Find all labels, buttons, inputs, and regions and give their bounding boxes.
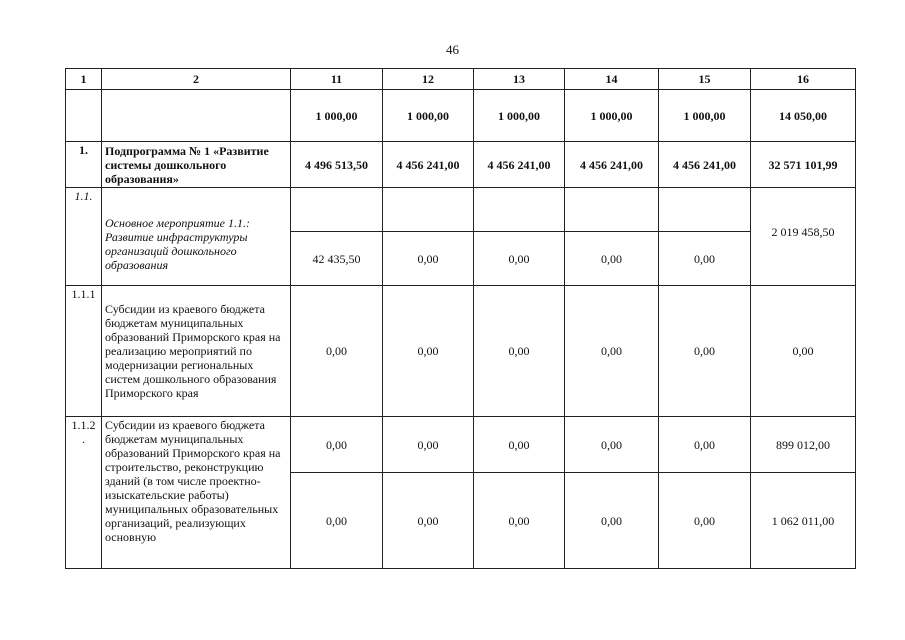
table-cell: 0,00 [291,286,383,417]
table-cell: 0,00 [383,286,474,417]
table-row [66,90,856,142]
table-cell: 4 456 241,00 [383,142,474,188]
col-header: 11 [291,69,383,90]
col-header: 13 [474,69,565,90]
table-cell: 0,00 [565,286,659,417]
table-cell: 0,00 [291,417,383,473]
col-header: 15 [659,69,751,90]
table-cell: 1 000,00 [383,90,474,142]
row-title: Субсидии из краевого бюджета бюджетам муниципальных образований Приморского края на реализацию мероприятий по модернизации региональных систем дошкольного образования Приморского края [102,286,291,417]
col-header: 16 [751,69,856,90]
table-cell: 1 000,00 [291,90,383,142]
row-title: Подпрограмма № 1 «Развитие системы дошкольного образования» [102,142,291,188]
table-cell: 4 456 241,00 [659,142,751,188]
table-row-subprogram [66,142,856,188]
table-cell: 4 456 241,00 [565,142,659,188]
col-header: 1 [66,69,102,90]
table-cell: 2 019 458,50 [751,188,856,286]
col-header: 12 [383,69,474,90]
table-cell: 4 496 513,50 [291,142,383,188]
row-index: 1.1. [66,188,102,286]
table-row-1-1 [66,188,856,232]
table-cell: 0,00 [474,232,565,286]
table-cell: 14 050,00 [751,90,856,142]
table-cell: 0,00 [659,232,751,286]
table-cell: 0,00 [474,286,565,417]
table-cell: 1 062 011,00 [751,473,856,569]
table-row-1-1-1 [66,286,856,417]
table-cell: 0,00 [474,473,565,569]
table-cell: 4 456 241,00 [474,142,565,188]
table-cell: 0,00 [474,417,565,473]
page-number: 46 [446,42,459,57]
table-cell: 0,00 [291,473,383,569]
table-cell: 0,00 [751,286,856,417]
table-cell: 0,00 [383,473,474,569]
table-cell: 0,00 [659,473,751,569]
table-cell: 0,00 [565,417,659,473]
col-header: 14 [565,69,659,90]
row-title: Основное мероприятие 1.1.: Развитие инфраструктуры организаций дошкольного образования [102,188,291,286]
row-index: 1. [66,142,102,188]
table-cell: 42 435,50 [291,232,383,286]
header-row [66,69,856,90]
table-cell: 1 000,00 [659,90,751,142]
table-cell: 0,00 [659,286,751,417]
row-index: 1.1.1 [66,286,102,417]
table-row-1-1-2 [66,417,856,473]
table-cell: 0,00 [383,417,474,473]
table-cell: 0,00 [565,232,659,286]
table-cell: 32 571 101,99 [751,142,856,188]
table-cell: 1 000,00 [474,90,565,142]
table-cell: 1 000,00 [565,90,659,142]
col-header: 2 [102,69,291,90]
budget-table [65,68,856,569]
row-title: Субсидии из краевого бюджета бюджетам муниципальных образований Приморского края на строительство, реконструкцию зданий (в том числе проектно-изыскательские работы) муниципальных образовательных организаций, реализующих основную [102,417,291,569]
table-cell: 0,00 [659,417,751,473]
table-cell: 0,00 [383,232,474,286]
table-cell: 899 012,00 [751,417,856,473]
table-cell: 0,00 [565,473,659,569]
row-index: 1.1.2 . [66,417,102,569]
